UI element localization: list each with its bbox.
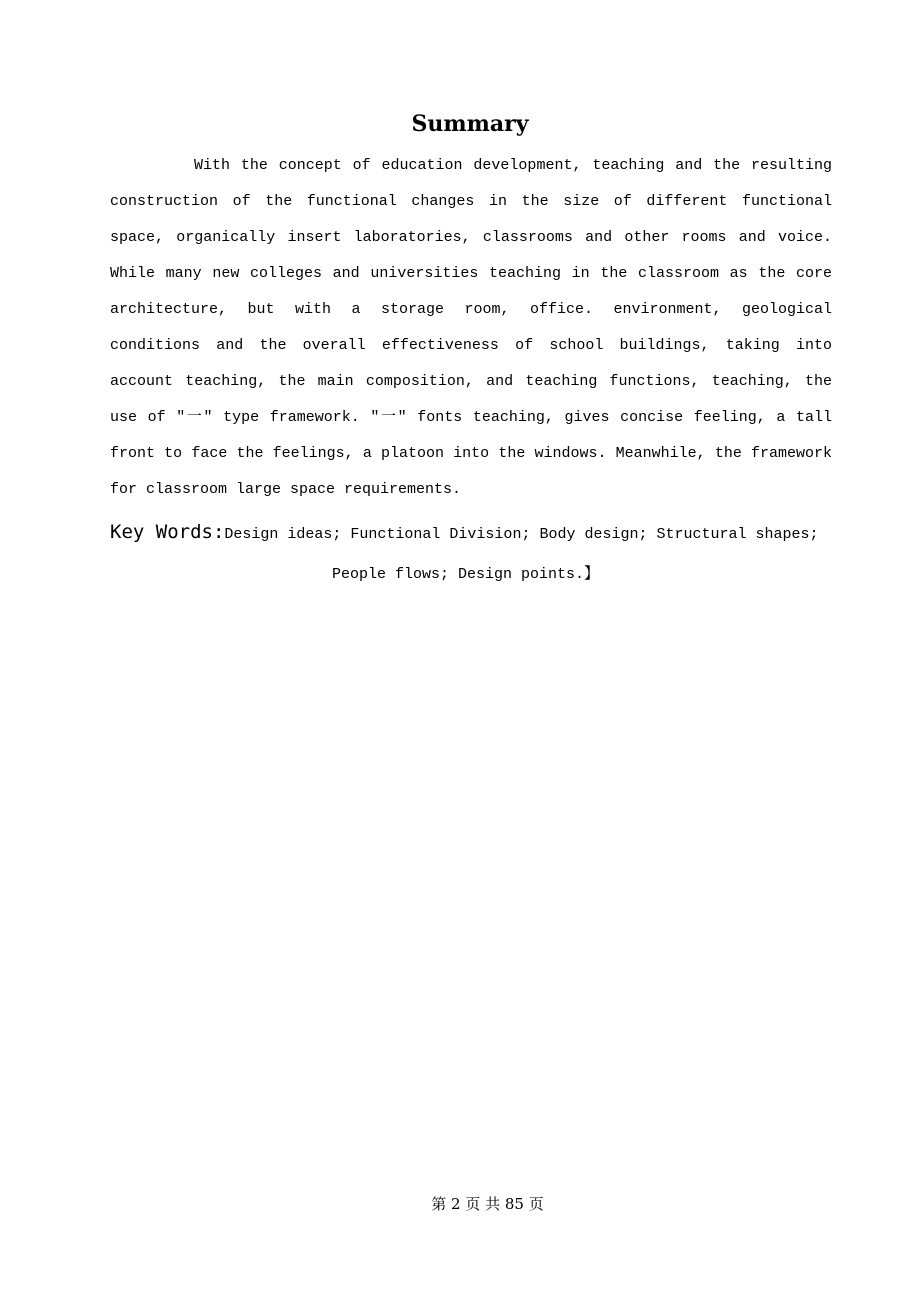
keywords-line-2: People flows; Design points.】 [332, 566, 600, 583]
keywords-line-1: Design ideas; Functional Division; Body design; Structural shapes; [224, 526, 819, 543]
abstract-paragraph: With the concept of education development, teaching and the resulting construction of the functional changes in the size of different functional space, organically insert laboratories, classrooms and other rooms and voice. While many new colleges and universities teaching in the classroom as the core architecture, but with a storage room, office. environment, geological conditions and the overall effectiveness of school buildings, taking into account teaching, the main composition, and teaching functions, teaching, the use of "一" type framework. "一" fonts teaching, gives concise feeling, a tall front to face the feelings, a platoon into the windows. Meanwhile, the framework for classroom large space requirements. [110, 157, 832, 498]
keywords-block [110, 512, 832, 595]
page-number-footer: 第 2 页 共 85 页 [431, 1195, 544, 1213]
page-title: Summary [411, 111, 529, 137]
keywords-label: Key Words: [110, 521, 225, 543]
